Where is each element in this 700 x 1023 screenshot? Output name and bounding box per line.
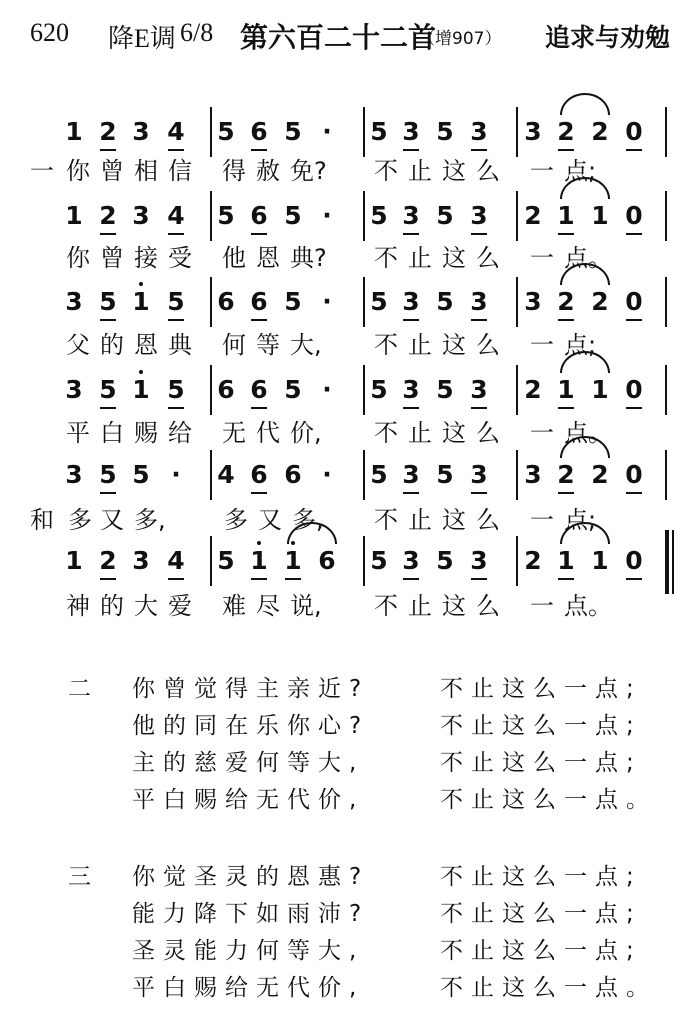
stanza-refrain: 不止这么一点。 — [440, 787, 657, 813]
note: 3 — [399, 460, 423, 490]
note: 0 — [622, 460, 646, 490]
lyric-char: 点。 — [564, 419, 612, 447]
note: 5 — [96, 460, 120, 490]
note: 6 — [318, 546, 336, 575]
lyric-char: 尽 — [256, 592, 280, 620]
lyric-char: 典 — [168, 331, 192, 359]
note: 1 — [129, 375, 153, 405]
note: 3 — [524, 287, 542, 316]
hymn-topic: 追求与劝勉 — [545, 23, 671, 52]
final-bar-line — [665, 530, 669, 594]
stanza-text: 平白赐给无代价, — [132, 975, 365, 1001]
note: 3 — [467, 546, 491, 576]
lyric-char: 点; — [564, 157, 597, 185]
note: 3 — [467, 117, 491, 147]
note: 2 — [591, 460, 609, 489]
bar-line — [210, 450, 212, 500]
lyric-char: 不 — [374, 506, 398, 534]
note: 5 — [370, 117, 388, 146]
note: 4 — [217, 460, 235, 489]
lyric-char: 曾 — [100, 157, 124, 185]
note: 2 — [554, 460, 578, 490]
note: 2 — [96, 201, 120, 231]
bar-line — [210, 107, 212, 157]
note: 1 — [591, 201, 609, 230]
lyric-char: 价, — [290, 419, 322, 447]
note-dot: · — [322, 201, 332, 230]
verse-label: 一 — [30, 157, 54, 185]
note: 5 — [284, 201, 302, 230]
lyric-char: 他 — [222, 244, 246, 272]
note: 3 — [467, 201, 491, 231]
note: 6 — [247, 201, 271, 231]
note: 3 — [467, 287, 491, 317]
lyric-char: 代 — [256, 419, 280, 447]
lyric-char: 这 — [442, 244, 466, 272]
lyric-char: 不 — [374, 157, 398, 185]
lyric-char: 相 — [134, 157, 158, 185]
lyric-char: 这 — [442, 506, 466, 534]
lyric-char: 这 — [442, 157, 466, 185]
note-dot: · — [322, 375, 332, 404]
note: 6 — [247, 287, 271, 317]
lyrics-line-6 — [0, 591, 700, 625]
lyric-char: 一 — [530, 419, 554, 447]
note: 5 — [284, 117, 302, 146]
note: 0 — [622, 287, 646, 317]
lyric-char: 难 — [222, 592, 246, 620]
note: 3 — [132, 546, 150, 575]
staff-line-3 — [0, 287, 700, 329]
stanza-line — [0, 670, 700, 706]
note: 6 — [284, 460, 302, 489]
note: 3 — [399, 287, 423, 317]
lyric-char: 这 — [442, 419, 466, 447]
note: 5 — [217, 117, 235, 146]
note: 3 — [132, 201, 150, 230]
bar-line — [516, 277, 518, 327]
lyric-char: 不 — [374, 244, 398, 272]
bar-line — [210, 536, 212, 586]
lyric-char: 点; — [564, 331, 597, 359]
lyric-char: 多, — [134, 506, 166, 534]
note: 3 — [65, 460, 83, 489]
stanza-line — [0, 781, 700, 817]
lyric-char: 免? — [290, 157, 327, 185]
lyric-char: 又 — [258, 506, 282, 534]
hymn-time-signature: 6/8 — [180, 18, 214, 47]
note: 1 — [65, 546, 83, 575]
staff-line-2 — [0, 201, 700, 243]
stanza-line — [0, 707, 700, 743]
stanza-refrain: 不止这么一点; — [440, 676, 642, 702]
lyric-char: 曾 — [100, 244, 124, 272]
lyric-char: 说, — [290, 592, 322, 620]
note: 5 — [436, 546, 454, 575]
bar-line — [363, 277, 365, 327]
bar-line — [665, 107, 667, 157]
lyric-char: 一 — [530, 506, 554, 534]
stanza-refrain: 不止这么一点; — [440, 938, 642, 964]
bar-line — [210, 365, 212, 415]
note-dot: · — [171, 460, 181, 489]
note: 3 — [65, 287, 83, 316]
hymn-key: 降E调 — [108, 24, 176, 53]
note: 2 — [96, 117, 120, 147]
stanza-refrain: 不止这么一点; — [440, 901, 642, 927]
note: 1 — [65, 117, 83, 146]
note: 5 — [436, 287, 454, 316]
bar-line — [516, 191, 518, 241]
note: 1 — [281, 546, 305, 576]
lyric-char: 神 — [66, 592, 90, 620]
lyric-char: 的 — [100, 592, 124, 620]
note: 5 — [284, 287, 302, 316]
lyric-char: 么 — [476, 592, 500, 620]
octave-dot — [257, 541, 261, 545]
stanza-text: 他的同在乐你心? — [132, 713, 370, 739]
octave-dot — [139, 370, 143, 374]
staff-line-1 — [0, 117, 700, 159]
octave-dot — [139, 282, 143, 286]
note: 1 — [554, 201, 578, 231]
lyric-char: 一 — [530, 244, 554, 272]
lyric-char: 赦 — [256, 157, 280, 185]
lyric-char: 何 — [222, 331, 246, 359]
lyric-char: 平 — [66, 419, 90, 447]
stanza-text: 能力降下如雨沛? — [132, 901, 370, 927]
lyric-char: 点。 — [564, 244, 612, 272]
note: 6 — [247, 375, 271, 405]
stanza-line — [0, 858, 700, 894]
note: 3 — [399, 117, 423, 147]
lyric-char: 一 — [530, 157, 554, 185]
lyric-char: 止 — [408, 506, 432, 534]
stanza-refrain: 不止这么一点。 — [440, 975, 657, 1001]
note: 3 — [399, 546, 423, 576]
note: 2 — [554, 287, 578, 317]
lyric-char: 多 — [68, 506, 92, 534]
note: 5 — [370, 546, 388, 575]
bar-line — [516, 107, 518, 157]
lyric-char: 等 — [256, 331, 280, 359]
note: 0 — [622, 375, 646, 405]
lyric-char: 给 — [168, 419, 192, 447]
lyric-char: 么 — [476, 506, 500, 534]
bar-line — [665, 277, 667, 327]
stanza-line — [0, 895, 700, 931]
note: 3 — [467, 375, 491, 405]
note-dot: · — [322, 287, 332, 316]
note: 5 — [370, 287, 388, 316]
lyric-char: 赐 — [134, 419, 158, 447]
note: 1 — [554, 375, 578, 405]
lyric-char: 恩 — [256, 244, 280, 272]
lyric-char: 么 — [476, 157, 500, 185]
note: 4 — [164, 546, 188, 576]
note: 5 — [370, 460, 388, 489]
note: 0 — [622, 117, 646, 147]
note: 5 — [132, 460, 150, 489]
lyric-char: 大, — [290, 331, 322, 359]
note: 0 — [622, 201, 646, 231]
lyric-char: 不 — [374, 331, 398, 359]
lyric-char: 止 — [408, 331, 432, 359]
lyric-char: 这 — [442, 592, 466, 620]
stanza-text: 圣灵能力何等大, — [132, 938, 365, 964]
lyric-char: 么 — [476, 419, 500, 447]
lyric-char: 又 — [100, 506, 124, 534]
lyric-char: 么 — [476, 331, 500, 359]
note: 2 — [524, 546, 542, 575]
note: 5 — [217, 201, 235, 230]
note: 2 — [554, 117, 578, 147]
lyric-char: 恩 — [134, 331, 158, 359]
bar-line — [210, 191, 212, 241]
bar-line — [516, 365, 518, 415]
hymn-supplement-number: （增907） — [418, 29, 502, 49]
note: 3 — [65, 375, 83, 404]
lyric-char: 不 — [374, 592, 398, 620]
hymn-number: 620 — [30, 18, 69, 47]
lyric-char: 点。 — [564, 592, 612, 620]
stanza-refrain: 不止这么一点; — [440, 713, 642, 739]
final-bar-line — [672, 530, 674, 594]
lyric-char: 点; — [564, 506, 597, 534]
stanza-label: 三 — [68, 864, 91, 890]
note: 5 — [370, 201, 388, 230]
bar-line — [363, 536, 365, 586]
bar-line — [665, 191, 667, 241]
note: 5 — [370, 375, 388, 404]
note: 2 — [591, 117, 609, 146]
note: 6 — [247, 460, 271, 490]
lyric-char: 无 — [222, 419, 246, 447]
lyric-char: 受 — [168, 244, 192, 272]
note: 1 — [591, 375, 609, 404]
lyric-char: 一 — [530, 592, 554, 620]
bar-line — [363, 191, 365, 241]
bar-line — [363, 365, 365, 415]
note: 5 — [164, 287, 188, 317]
note: 3 — [524, 117, 542, 146]
note: 2 — [96, 546, 120, 576]
lyric-char: 父 — [66, 331, 90, 359]
note: 5 — [436, 201, 454, 230]
note: 5 — [436, 460, 454, 489]
stanza-refrain: 不止这么一点; — [440, 750, 642, 776]
note: 1 — [591, 546, 609, 575]
note: 1 — [129, 287, 153, 317]
stanza-text: 平白赐给无代价, — [132, 787, 365, 813]
lyric-char: 大 — [134, 592, 158, 620]
note: 6 — [217, 287, 235, 316]
stanza-line — [0, 932, 700, 968]
note: 5 — [284, 375, 302, 404]
lyric-char: 爱 — [168, 592, 192, 620]
lyric-char: 止 — [408, 592, 432, 620]
stanza-text: 你觉圣灵的恩惠? — [132, 864, 370, 890]
note: 2 — [591, 287, 609, 316]
stanza-text: 主的慈爱何等大, — [132, 750, 365, 776]
stanza-text: 你曾觉得主亲近? — [132, 676, 370, 702]
lyric-char: 接 — [134, 244, 158, 272]
lyric-char: 白 — [100, 419, 124, 447]
lyric-char: 的 — [100, 331, 124, 359]
lyric-char: 止 — [408, 157, 432, 185]
note: 5 — [436, 375, 454, 404]
note: 3 — [524, 460, 542, 489]
note: 4 — [164, 201, 188, 231]
note: 4 — [164, 117, 188, 147]
note: 6 — [217, 375, 235, 404]
note: 5 — [217, 546, 235, 575]
bar-line — [516, 450, 518, 500]
hymn-title: 第六百二十二首 — [240, 21, 437, 54]
bar-line — [363, 107, 365, 157]
lyric-char: 多 — [224, 506, 248, 534]
stanza-line — [0, 744, 700, 780]
lyric-char: 典? — [290, 244, 327, 272]
note: 3 — [399, 201, 423, 231]
note: 1 — [554, 546, 578, 576]
note: 2 — [524, 201, 542, 230]
note-dot: · — [322, 460, 332, 489]
note: 2 — [524, 375, 542, 404]
bar-line — [665, 450, 667, 500]
lyric-char: 止 — [408, 419, 432, 447]
slur-arc — [560, 93, 610, 115]
note-dot: · — [322, 117, 332, 146]
staff-line-5 — [0, 460, 700, 502]
lyric-char: 信 — [168, 157, 192, 185]
lyric-char: 多, — [292, 506, 324, 534]
lyric-char: 你 — [66, 244, 90, 272]
note: 5 — [96, 287, 120, 317]
verse-label: 和 — [30, 506, 54, 534]
stanza-line — [0, 969, 700, 1005]
note: 5 — [164, 375, 188, 405]
stanza-label: 二 — [68, 676, 91, 702]
note: 3 — [399, 375, 423, 405]
note: 5 — [436, 117, 454, 146]
note: 3 — [467, 460, 491, 490]
lyric-char: 止 — [408, 244, 432, 272]
lyric-char: 不 — [374, 419, 398, 447]
note: 1 — [65, 201, 83, 230]
staff-line-6 — [0, 546, 700, 588]
note: 0 — [622, 546, 646, 576]
note: 1 — [247, 546, 271, 576]
lyric-char: 你 — [66, 157, 90, 185]
note: 3 — [132, 117, 150, 146]
note: 5 — [96, 375, 120, 405]
lyric-char: 得 — [222, 157, 246, 185]
bar-line — [665, 365, 667, 415]
lyric-char: 这 — [442, 331, 466, 359]
stanza-refrain: 不止这么一点; — [440, 864, 642, 890]
lyric-char: 一 — [530, 331, 554, 359]
bar-line — [210, 277, 212, 327]
note: 6 — [247, 117, 271, 147]
staff-line-4 — [0, 375, 700, 417]
bar-line — [363, 450, 365, 500]
lyric-char: 么 — [476, 244, 500, 272]
bar-line — [516, 536, 518, 586]
